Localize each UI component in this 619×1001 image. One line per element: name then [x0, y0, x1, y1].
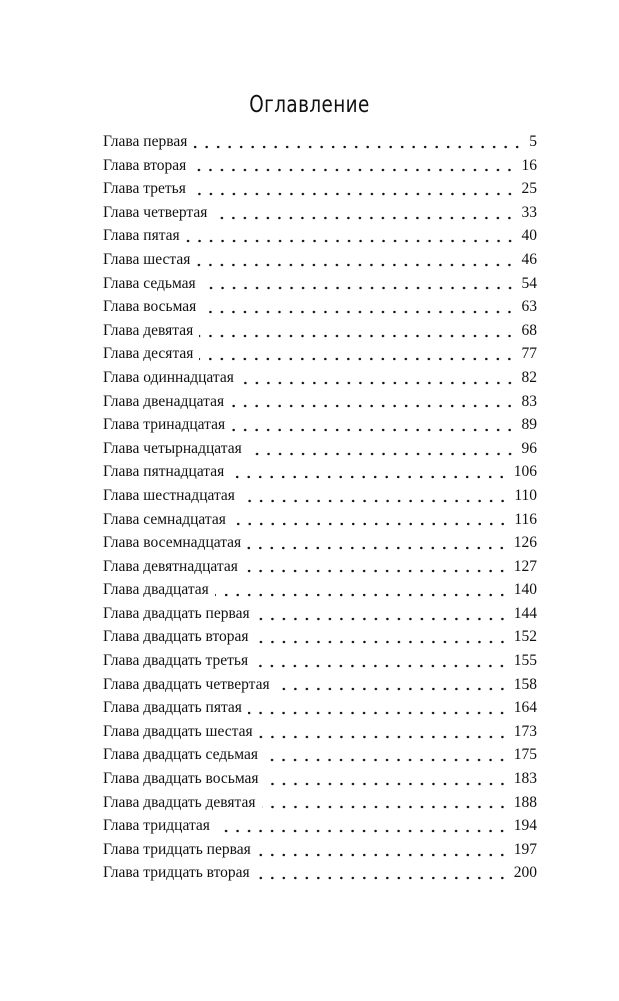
toc-entry-page-number: 155 [513, 652, 537, 670]
toc-entry-label: Глава шестнадцатая [103, 487, 241, 505]
toc-entry-label: Глава десятая [103, 345, 199, 363]
toc-entry-label: Глава девятнадцатая [103, 558, 244, 576]
toc-entry-label: Глава двадцать восьмая [103, 770, 265, 788]
toc-entry-page-number: 126 [513, 534, 537, 552]
toc-entry-label: Глава двадцать пятая [103, 699, 248, 717]
table-of-contents [103, 133, 537, 888]
dot-leader [257, 853, 508, 857]
dot-leader [240, 381, 516, 385]
toc-entry-page-number: 106 [513, 463, 537, 481]
dot-leader [230, 404, 515, 408]
toc-entry-page-number: 33 [521, 203, 537, 221]
toc-entry [103, 581, 537, 605]
toc-entry [103, 393, 537, 417]
toc-entry-label: Глава тридцать первая [103, 841, 257, 859]
toc-entry [103, 227, 537, 251]
toc-entry-page-number: 158 [513, 675, 537, 693]
toc-entry-page-number: 175 [513, 746, 537, 764]
toc-entry [103, 794, 537, 818]
toc-entry-page-number: 89 [521, 416, 537, 434]
toc-entry [103, 157, 537, 181]
toc-entry-label: Глава двенадцатая [103, 393, 230, 411]
toc-entry [103, 699, 537, 723]
toc-entry-label: Глава восьмая [103, 298, 202, 316]
dot-leader [199, 357, 515, 361]
toc-entry-page-number: 127 [513, 557, 537, 575]
dot-leader [231, 428, 515, 432]
toc-entry-label: Глава тридцатая [103, 817, 216, 835]
page-title: Оглавление [249, 92, 370, 118]
toc-entry-label: Глава двадцать девятая [103, 794, 262, 812]
toc-entry-page-number: 152 [513, 628, 537, 646]
dot-leader [216, 829, 508, 833]
dot-leader [248, 452, 516, 456]
toc-entry-page-number: 140 [513, 581, 537, 599]
toc-entry-label: Глава вторая [103, 157, 192, 175]
toc-entry-page-number: 63 [521, 298, 537, 316]
toc-entry-page-number: 110 [514, 486, 537, 504]
toc-entry-label: Глава двадцать седьмая [103, 746, 264, 764]
toc-entry-page-number: 16 [521, 156, 537, 174]
toc-entry-label: Глава двадцать третья [103, 652, 254, 670]
toc-entry [103, 511, 537, 535]
toc-entry [103, 605, 537, 629]
dot-leader [192, 168, 515, 172]
dot-leader [215, 593, 508, 597]
dot-leader [265, 782, 508, 786]
toc-entry [103, 298, 537, 322]
toc-entry-page-number: 77 [521, 345, 537, 363]
dot-leader [276, 687, 508, 691]
toc-entry-label: Глава двадцать четвертая [103, 676, 276, 694]
toc-entry [103, 676, 537, 700]
toc-entry-page-number: 54 [521, 274, 537, 292]
dot-leader [247, 546, 508, 550]
toc-entry [103, 746, 537, 770]
toc-entry [103, 463, 537, 487]
toc-entry [103, 440, 537, 464]
toc-entry-page-number: 197 [513, 840, 537, 858]
toc-entry [103, 369, 537, 393]
toc-entry-label: Глава первая [103, 133, 193, 151]
dot-leader [202, 286, 516, 290]
toc-entry-label: Глава пятая [103, 227, 186, 245]
toc-entry-label: Глава двадцать первая [103, 605, 256, 623]
toc-entry [103, 180, 537, 204]
toc-entry-label: Глава одиннадцатая [103, 369, 240, 387]
toc-entry-label: Глава двадцать шестая [103, 723, 259, 741]
toc-entry-label: Глава шестая [103, 251, 196, 269]
toc-entry [103, 628, 537, 652]
toc-entry [103, 770, 537, 794]
toc-entry-page-number: 188 [513, 793, 537, 811]
toc-entry-label: Глава двадцатая [103, 581, 215, 599]
toc-entry-page-number: 164 [513, 699, 537, 717]
toc-entry-label: Глава четвертая [103, 204, 213, 222]
toc-entry [103, 133, 537, 157]
dot-leader [192, 192, 516, 196]
toc-entry-page-number: 116 [514, 510, 537, 528]
dot-leader [199, 334, 515, 338]
toc-entry-label: Глава пятнадцатая [103, 463, 230, 481]
toc-entry-label: Глава тринадцатая [103, 416, 231, 434]
dot-leader [255, 640, 508, 644]
toc-entry [103, 345, 537, 369]
dot-leader [244, 569, 508, 573]
toc-entry [103, 817, 537, 841]
dot-leader [254, 664, 508, 668]
dot-leader [241, 499, 508, 503]
dot-leader [213, 216, 515, 220]
toc-entry-page-number: 200 [513, 864, 537, 882]
dot-leader [248, 711, 508, 715]
toc-entry-page-number: 46 [521, 250, 537, 268]
dot-leader [202, 310, 515, 314]
toc-entry [103, 251, 537, 275]
toc-entry-page-number: 194 [513, 817, 537, 835]
toc-entry [103, 487, 537, 511]
toc-entry-label: Глава третья [103, 180, 192, 198]
dot-leader [262, 805, 508, 809]
dot-leader [186, 239, 516, 243]
toc-entry [103, 558, 537, 582]
dot-leader [259, 735, 508, 739]
toc-entry-label: Глава девятая [103, 322, 199, 340]
toc-entry [103, 322, 537, 346]
toc-entry-label: Глава седьмая [103, 275, 202, 293]
toc-entry-page-number: 183 [513, 770, 537, 788]
toc-entry [103, 652, 537, 676]
toc-entry-page-number: 5 [529, 133, 537, 150]
dot-leader [232, 522, 508, 526]
toc-entry-page-number: 144 [513, 604, 537, 622]
toc-entry [103, 864, 537, 888]
toc-entry [103, 416, 537, 440]
toc-entry-page-number: 173 [513, 722, 537, 740]
dot-leader [256, 617, 508, 621]
toc-entry-label: Глава восемнадцатая [103, 534, 247, 552]
toc-entry-page-number: 82 [521, 368, 537, 386]
toc-entry-label: Глава тридцать вторая [103, 864, 256, 882]
dot-leader [230, 475, 507, 479]
toc-entry [103, 275, 537, 299]
dot-leader [193, 145, 523, 149]
toc-entry-page-number: 40 [521, 227, 537, 245]
toc-entry [103, 204, 537, 228]
dot-leader [264, 758, 508, 762]
toc-entry-page-number: 83 [521, 392, 537, 410]
toc-entry [103, 723, 537, 747]
toc-entry-label: Глава двадцать вторая [103, 628, 255, 646]
toc-entry-page-number: 25 [521, 180, 537, 198]
toc-entry-page-number: 68 [521, 321, 537, 339]
toc-entry [103, 841, 537, 865]
toc-entry-label: Глава семнадцатая [103, 511, 232, 529]
dot-leader [196, 263, 515, 267]
toc-entry-page-number: 96 [521, 439, 537, 457]
dot-leader [256, 876, 508, 880]
toc-entry-label: Глава четырнадцатая [103, 440, 248, 458]
toc-entry [103, 534, 537, 558]
